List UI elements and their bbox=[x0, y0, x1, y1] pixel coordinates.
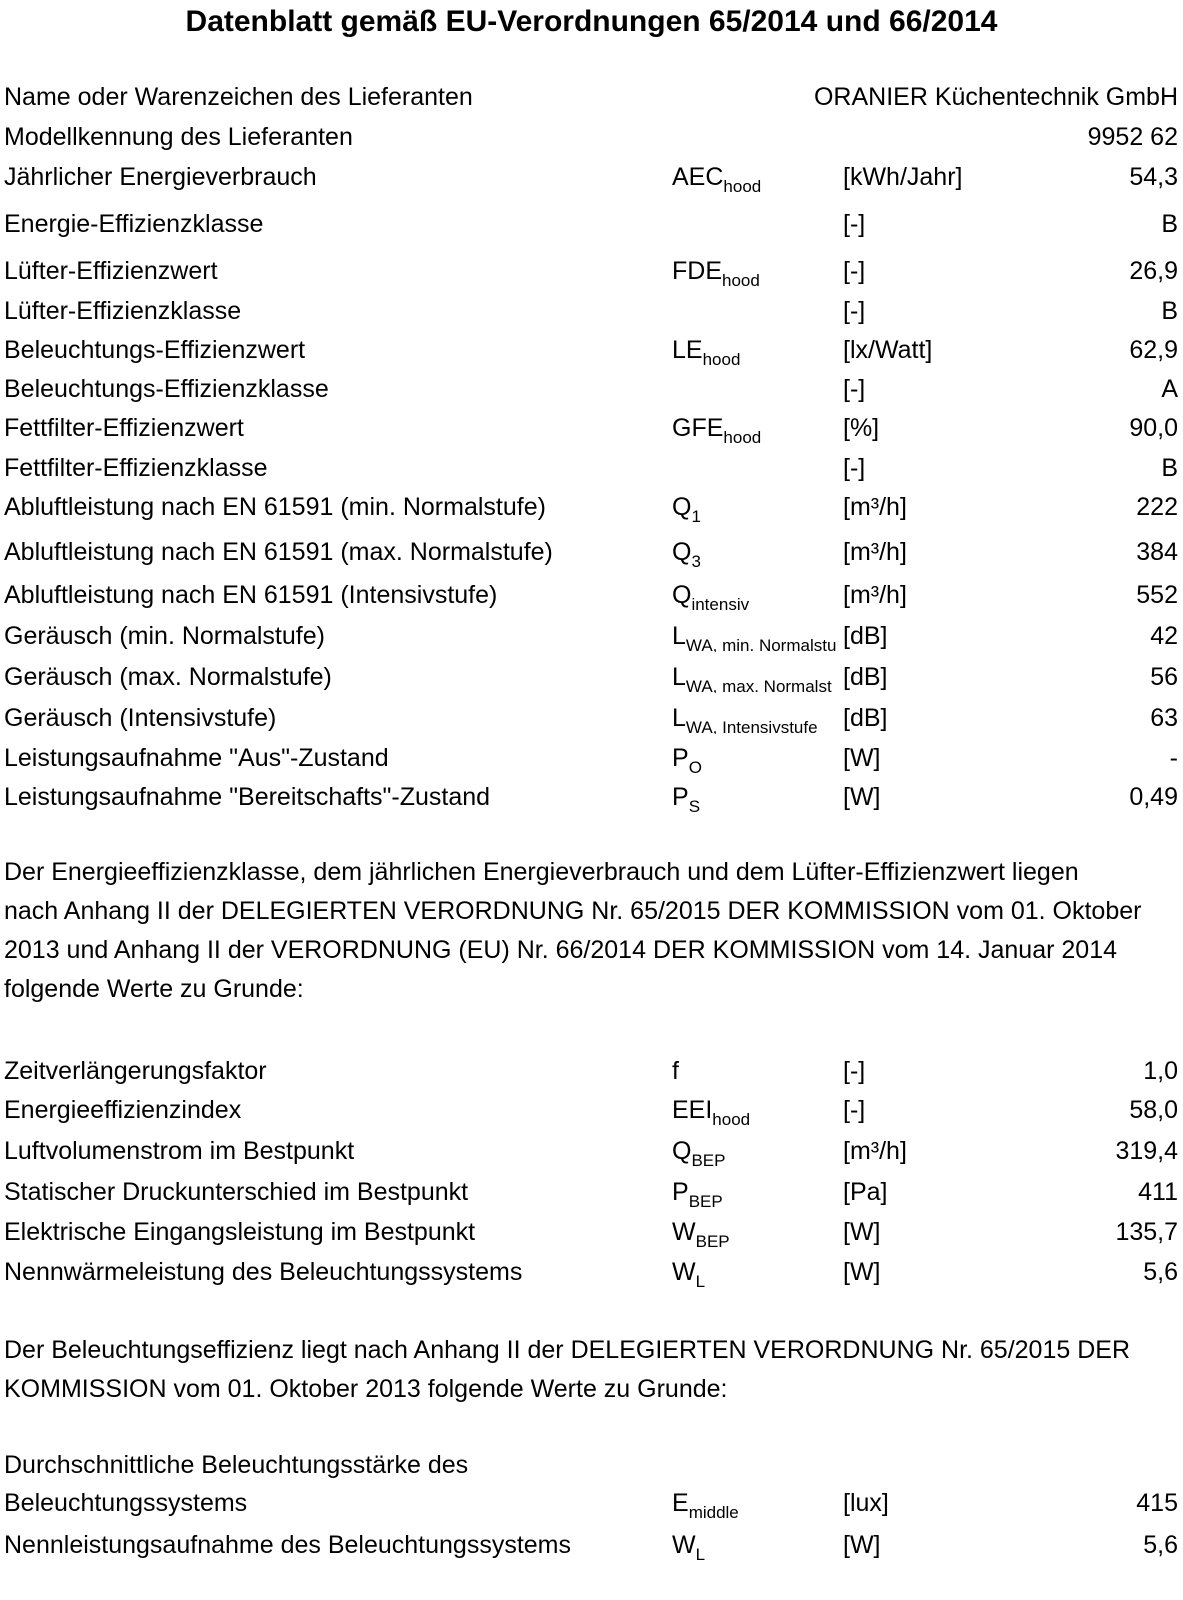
row-label: Geräusch (Intensivstufe) bbox=[4, 704, 277, 732]
row-symbol: $P_{BEP}$ bbox=[672, 1178, 723, 1208]
row-label: Geräusch (min. Normalstufe) bbox=[4, 622, 325, 650]
row-symbol: $Q_1$ bbox=[672, 493, 701, 523]
row-symbol: $AEC_{hood}$ bbox=[672, 163, 762, 193]
row-symbol: $Q_{BEP}$ bbox=[672, 1137, 726, 1167]
row-unit: [-] bbox=[843, 257, 866, 285]
row-value: 90,0 bbox=[1129, 414, 1178, 442]
row-value: 5,6 bbox=[1143, 1258, 1178, 1286]
row-symbol: $L_{WA, Intensivstufe}$ bbox=[672, 704, 818, 734]
row-label: Beleuchtungssystems bbox=[4, 1489, 248, 1517]
row-unit: [W] bbox=[843, 1258, 881, 1286]
paragraph-line: 2013 und Anhang II der VERORDNUNG (EU) Nr. 66/2014 DER KOMMISSION vom 14. Januar 2014 bbox=[4, 936, 1118, 964]
row-label: Jährlicher Energieverbrauch bbox=[4, 163, 317, 191]
row-label: Leistungsaufnahme "Bereitschafts"-Zustand bbox=[4, 783, 491, 811]
row-label: Geräusch (max. Normalstufe) bbox=[4, 663, 332, 691]
row-value: 319,4 bbox=[1115, 1137, 1178, 1165]
paragraph-line: folgende Werte zu Grunde: bbox=[4, 975, 304, 1003]
row-unit: [%] bbox=[843, 414, 880, 442]
row-label: Leistungsaufnahme "Aus"-Zustand bbox=[4, 744, 389, 772]
row-unit: [dB] bbox=[843, 704, 888, 732]
row-unit: [W] bbox=[843, 1531, 881, 1559]
row-symbol: $L_{WA, min. Normalstu}$ bbox=[672, 622, 837, 652]
row-unit: [-] bbox=[843, 1057, 866, 1085]
row-symbol: f bbox=[672, 1057, 679, 1085]
row-unit: [dB] bbox=[843, 622, 888, 650]
row-value: 42 bbox=[1150, 622, 1178, 650]
row-value: 384 bbox=[1136, 538, 1178, 566]
row-value: 0,49 bbox=[1129, 783, 1178, 811]
row-label: Elektrische Eingangsleistung im Bestpunkt bbox=[4, 1218, 476, 1246]
row-value: 411 bbox=[1138, 1178, 1178, 1206]
row-label: Nennleistungsaufnahme des Beleuchtungssystems bbox=[4, 1531, 572, 1559]
row-label: Zeitverlängerungsfaktor bbox=[4, 1057, 267, 1085]
row-value: 552 bbox=[1136, 581, 1178, 609]
row-value: A bbox=[1161, 375, 1178, 403]
model-id-label: Modellkennung des Lieferanten bbox=[4, 123, 353, 151]
row-unit: [lx/Watt] bbox=[843, 336, 933, 364]
row-value: - bbox=[1169, 744, 1178, 772]
row-value: 5,6 bbox=[1143, 1531, 1178, 1559]
row-unit: [m³/h] bbox=[843, 538, 907, 566]
row-value: 222 bbox=[1136, 493, 1178, 521]
row-symbol: $FDE_{hood}$ bbox=[672, 257, 760, 287]
row-label: Fettfilter-Effizienzwert bbox=[4, 414, 244, 442]
row-unit: [W] bbox=[843, 744, 881, 772]
model-id-value: 9952 62 bbox=[1087, 123, 1178, 151]
row-value: 26,9 bbox=[1129, 257, 1178, 285]
row-unit: [-] bbox=[843, 210, 866, 238]
paragraph-line: Der Beleuchtungseffizienz liegt nach Anhang II der DELEGIERTEN VERORDNUNG Nr. 65/2015 DER bbox=[4, 1336, 1131, 1364]
row-label: Durchschnittliche Beleuchtungsstärke des bbox=[4, 1451, 469, 1479]
row-unit: [-] bbox=[843, 375, 866, 403]
row-label: Luftvolumenstrom im Bestpunkt bbox=[4, 1137, 355, 1165]
row-symbol: $EEI_{hood}$ bbox=[672, 1096, 751, 1126]
row-value: B bbox=[1161, 454, 1178, 482]
row-symbol: $L_{WA, max. Normalst}$ bbox=[672, 663, 832, 693]
row-label: Abluftleistung nach EN 61591 (Intensivstufe) bbox=[4, 581, 498, 609]
paragraph-line: KOMMISSION vom 01. Oktober 2013 folgende Werte zu Grunde: bbox=[4, 1375, 728, 1403]
row-value: 58,0 bbox=[1129, 1096, 1178, 1124]
row-symbol: $Q_3$ bbox=[672, 538, 701, 568]
row-label: Abluftleistung nach EN 61591 (max. Normalstufe) bbox=[4, 538, 553, 566]
row-unit: [-] bbox=[843, 454, 866, 482]
row-value: B bbox=[1161, 297, 1178, 325]
row-symbol: $LE_{hood}$ bbox=[672, 336, 741, 366]
row-unit: [-] bbox=[843, 297, 866, 325]
row-label: Statischer Druckunterschied im Bestpunkt bbox=[4, 1178, 469, 1206]
row-unit: [lux] bbox=[843, 1489, 889, 1517]
row-symbol: $W_{BEP}$ bbox=[672, 1218, 730, 1248]
supplier-name-value: ORANIER Küchentechnik GmbH bbox=[813, 83, 1178, 111]
row-value: 62,9 bbox=[1129, 336, 1178, 364]
row-unit: [W] bbox=[843, 783, 881, 811]
row-unit: [m³/h] bbox=[843, 1137, 907, 1165]
paragraph-1 bbox=[4, 853, 1174, 1009]
row-unit: [dB] bbox=[843, 663, 888, 691]
row-value: 135,7 bbox=[1115, 1218, 1178, 1246]
row-unit: [-] bbox=[843, 1096, 866, 1124]
row-unit: [m³/h] bbox=[843, 493, 907, 521]
row-unit: [W] bbox=[843, 1218, 881, 1246]
row-label: Energieeffizienzindex bbox=[4, 1096, 242, 1124]
row-label: Lüfter-Effizienzwert bbox=[4, 257, 218, 285]
row-value: 54,3 bbox=[1129, 163, 1178, 191]
paragraph-2 bbox=[4, 1331, 1174, 1409]
row-label: Fettfilter-Effizienzklasse bbox=[4, 454, 268, 482]
row-label: Beleuchtungs-Effizienzwert bbox=[4, 336, 306, 364]
row-label: Energie-Effizienzklasse bbox=[4, 210, 264, 238]
row-value: 1,0 bbox=[1143, 1057, 1178, 1085]
row-symbol: $W_L$ bbox=[672, 1531, 706, 1561]
supplier-name-label: Name oder Warenzeichen des Lieferanten bbox=[4, 83, 473, 111]
row-label: Beleuchtungs-Effizienzklasse bbox=[4, 375, 329, 403]
row-value: 415 bbox=[1136, 1489, 1178, 1517]
row-symbol: $Q_{intensiv}$ bbox=[672, 581, 750, 611]
row-label: Nennwärmeleistung des Beleuchtungssystems bbox=[4, 1258, 523, 1286]
row-value: 63 bbox=[1150, 704, 1178, 732]
row-value: B bbox=[1161, 210, 1178, 238]
row-symbol: $P_O$ bbox=[672, 744, 702, 774]
row-value: 56 bbox=[1150, 663, 1178, 691]
row-symbol: $E_{middle}$ bbox=[672, 1489, 739, 1519]
row-unit: [Pa] bbox=[843, 1178, 888, 1206]
row-unit: [m³/h] bbox=[843, 581, 907, 609]
page-title: Datenblatt gemäß EU-Verordnungen 65/2014 und 66/2014 bbox=[185, 5, 998, 38]
paragraph-line: nach Anhang II der DELEGIERTEN VERORDNUNG Nr. 65/2015 DER KOMMISSION vom 01. Oktober bbox=[4, 897, 1142, 925]
row-unit: [kWh/Jahr] bbox=[843, 163, 963, 191]
row-symbol: $P_S$ bbox=[672, 783, 701, 813]
row-symbol: $W_L$ bbox=[672, 1258, 706, 1288]
row-label: Abluftleistung nach EN 61591 (min. Normalstufe) bbox=[4, 493, 546, 521]
row-symbol: $GFE_{hood}$ bbox=[672, 414, 762, 444]
paragraph-line: Der Energieeffizienzklasse, dem jährlichen Energieverbrauch und dem Lüfter-Effizienzwert liegen bbox=[4, 858, 1079, 886]
row-label: Lüfter-Effizienzklasse bbox=[4, 297, 242, 325]
